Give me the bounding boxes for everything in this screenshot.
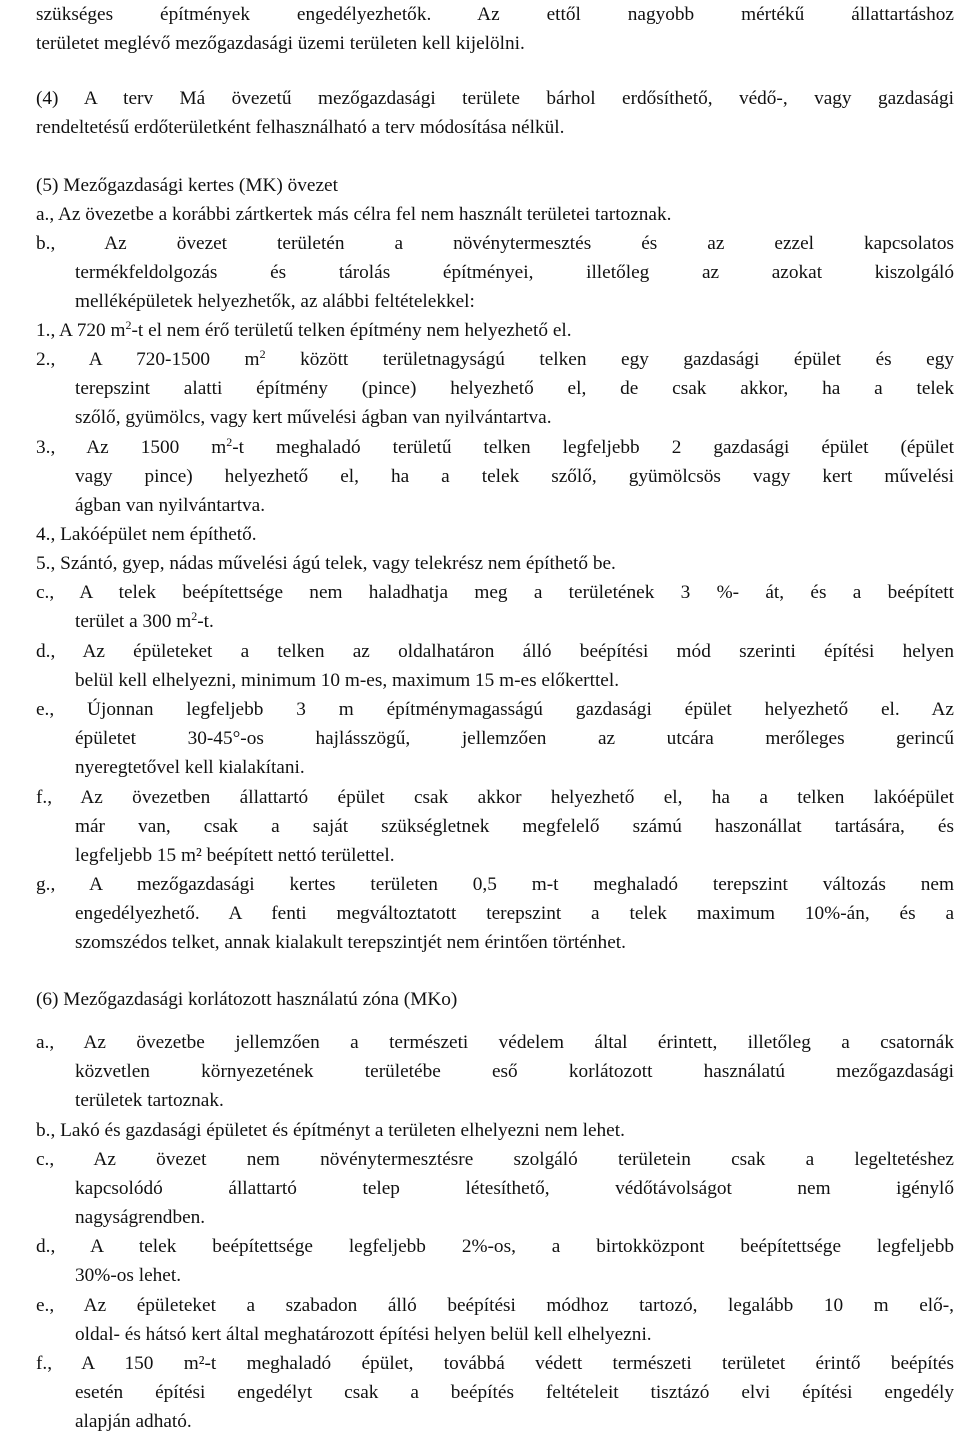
text-line: b., Lakó és gazdasági épületet és építményt a területen elhelyezni nem lehet. bbox=[36, 1120, 625, 1141]
text-line: épületet 30-45°-os hajlásszögű, jellemzően az utcára merőleges gerincű bbox=[75, 728, 954, 749]
text-line: f., A 150 m²-t meghaladó épület, továbbá védett természeti területet érintő beépítés bbox=[36, 1353, 954, 1374]
text-line: engedélyezhető. A fenti megváltoztatott terepszint a telek maximum 10%-án, és a bbox=[75, 903, 954, 924]
section-4-line: (4) A terv Má övezetű mezőgazdasági területe bárhol erdősíthető, védő-, vagy gazdasági bbox=[36, 88, 954, 109]
text-line: alapján adható. bbox=[75, 1411, 192, 1432]
text-line: b., Az övezet területén a növénytermesztés és az ezzel kapcsolatos bbox=[36, 233, 954, 254]
text-line: e., Az épületeket a szabadon álló beépítési módhoz tartozó, legalább 10 m elő-, bbox=[36, 1295, 954, 1316]
text-line: f., Az övezetben állattartó épület csak akkor helyezhető el, ha a telken lakóépület bbox=[36, 787, 954, 808]
text-line: g., A mezőgazdasági kertes területen 0,5 m-t meghaladó terepszint változás nem bbox=[36, 874, 954, 895]
superscript: 2 bbox=[191, 609, 198, 623]
text-line: már van, csak a saját szükségletnek megfelelő számú haszonállat tartására, és bbox=[75, 816, 954, 837]
text-line: c., Az övezet nem növénytermesztésre szolgáló területein csak a legeltetéshez bbox=[36, 1149, 954, 1170]
text-line: belül kell elhelyezni, minimum 10 m-es, maximum 15 m-es előkerttel. bbox=[75, 670, 620, 691]
text-line: d., Az épületeket a telken az oldalhatáron álló beépítési mód szerinti építési helyen bbox=[36, 641, 954, 662]
superscript: 2 bbox=[226, 435, 233, 449]
text-line: 4., Lakóépület nem építhető. bbox=[36, 524, 257, 545]
text-line: 3., Az 1500 $m^2-t$ meghaladó területű telken legfeljebb 2 gazdasági épület (épület bbox=[36, 435, 954, 458]
text-line: d., A telek beépítettsége legfeljebb 2%-os, a birtokközpont beépítettsége legfeljebb bbox=[36, 1236, 954, 1257]
superscript: 2 bbox=[125, 318, 132, 332]
text-line: 5., Szántó, gyep, nádas művelési ágú telek, vagy telekrész nem építhető be. bbox=[36, 553, 616, 574]
section-5-heading: (5) Mezőgazdasági kertes (MK) övezet bbox=[36, 175, 338, 196]
text-line: 30%-os lehet. bbox=[75, 1265, 182, 1286]
text-line: területet meglévő mezőgazdasági üzemi területen kell kijelölni. bbox=[36, 33, 525, 54]
text-line: nyeregtetővel kell kialakítani. bbox=[75, 757, 305, 778]
text-line: kapcsolódó állattartó telep létesíthető, védőtávolságot nem igénylő bbox=[75, 1178, 954, 1199]
text-line: oldal- és hátsó kert által meghatározott építési helyen belül kell elhelyezni. bbox=[75, 1324, 652, 1345]
text-line: a., Az övezetbe a korábbi zártkertek más célra fel nem használt területei tartoznak. bbox=[36, 204, 672, 225]
text-line: szükséges építmények engedélyezhetők. Az ettől nagyobb mértékű állattartáshoz bbox=[36, 4, 954, 25]
text-line: ágban van nyilvántartva. bbox=[75, 495, 266, 516]
text-line: termékfeldolgozás és tárolás építményei, illetőleg az azokat kiszolgáló bbox=[75, 262, 954, 283]
text-line: melléképületek helyezhetők, az alábbi feltételekkel: bbox=[75, 291, 475, 312]
section-6-heading: (6) Mezőgazdasági korlátozott használatú zóna (MKo) bbox=[36, 989, 458, 1010]
text-line: 1., A 720 $m^2-t$ el nem érő területű telken építmény nem helyezhető el. bbox=[36, 318, 572, 341]
text-line: nagyságrendben. bbox=[75, 1207, 206, 1228]
text-line: rendeltetésű erdőterületként felhasználható a terv módosítása nélkül. bbox=[36, 117, 565, 138]
text-line: e., Újonnan legfeljebb 3 m építménymagasságú gazdasági épület helyezhető el. Az bbox=[36, 699, 954, 720]
superscript: 2 bbox=[259, 347, 266, 361]
text-line: 2., A 720-1500 $m^2$ között területnagyságú telken egy gazdasági épület és egy bbox=[36, 347, 954, 370]
text-line: közvetlen környezetének területébe eső korlátozott használatú mezőgazdasági bbox=[75, 1061, 954, 1082]
text-line: esetén építési engedélyt csak a beépítés feltételeit tisztázó elvi építési engedély bbox=[75, 1382, 954, 1403]
text-line: a., Az övezetbe jellemzően a természeti védelem által érintett, illetőleg a csatornák bbox=[36, 1032, 954, 1053]
text-line: szőlő, gyümölcs, vagy kert művelési ágban van nyilvántartva. bbox=[75, 407, 552, 428]
text-line: vagy pince) helyezhető el, ha a telek szőlő, gyümölcsös vagy kert művelési bbox=[75, 466, 954, 487]
text-line: terület a 300 $m^2-t$. bbox=[75, 609, 214, 632]
text-line: területek tartoznak. bbox=[75, 1090, 224, 1111]
text-line: szomszédos telket, annak kialakult terepszintjét nem érintően történhet. bbox=[75, 932, 626, 953]
text-line: c., A telek beépítettsége nem haladhatja meg a területének 3 %- át, és a beépített bbox=[36, 582, 954, 603]
text-line: terepszint alatti építmény (pince) helyezhető el, de csak akkor, ha a telek bbox=[75, 378, 954, 399]
text-line: legfeljebb 15 m² beépített nettó területtel. bbox=[75, 845, 395, 866]
